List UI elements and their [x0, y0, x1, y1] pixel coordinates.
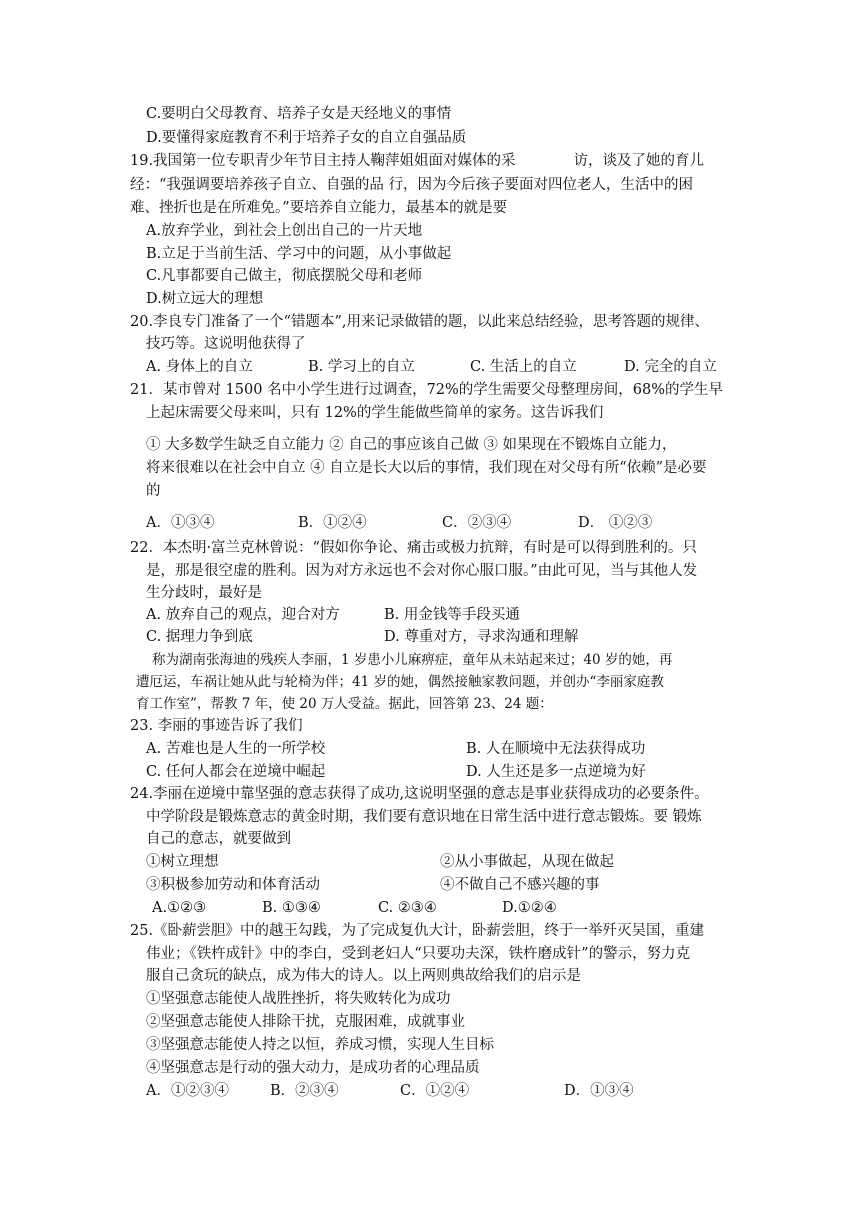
q24-stem-line2: 中学阶段是锻炼意志的黄金时期，我们要有意识地在日常生活中进行意志锻炼。要 锻炼 [146, 809, 702, 825]
q23-option-a[interactable]: A. 苦难也是人生的一所学校 [146, 741, 326, 757]
q25-stem-line3: 服自己贪玩的缺点，成为伟大的诗人。以上两则典故给我们的启示是 [146, 968, 581, 984]
q21-stem-line1: 21．某市曾对 1500 名中小学生进行过调查，72%的学生需要父母整理房间，68%的学生早 [130, 382, 724, 398]
q21-option-b[interactable]: B．①②④ [298, 515, 367, 531]
q19-stem-line1: 19.我国第一位专职青少年节目主持人鞠萍姐姐面对媒体的采 访，谈及了她的育儿 [130, 153, 705, 169]
q22-option-d[interactable]: D. 尊重对方，寻求沟通和理解 [384, 629, 579, 645]
q25-stem-line2: 伟业；《铁杵成针》中的李白，受到老妇人“只要功夫深，铁杵磨成针”的警示，努力克 [146, 946, 691, 962]
q23-option-d[interactable]: D. 人生还是多一点逆境为好 [466, 764, 646, 780]
q19-stem-line2: 经：“我强调要培养孩子自立、自强的品 行，因为今后孩子要面对四位老人，生活中的困 [130, 177, 694, 193]
q21-stem-line2: 上起床需要父母来叫，只有 12%的学生能做些简单的家务。这告诉我们 [146, 405, 604, 421]
q23-option-c[interactable]: C. 任何人都会在逆境中崛起 [146, 764, 326, 780]
q25-option-a[interactable]: A．①②③④ [146, 1083, 229, 1099]
q21-option-c[interactable]: C．②③④ [442, 515, 512, 531]
q25-option-c[interactable]: C．①②④ [400, 1083, 470, 1099]
q22-stem-line2: 是，那是很空虚的胜利。因为对方永远也不会对你心服口服。”由此可见，当与其他人发 [146, 563, 698, 579]
q18-option-d[interactable]: D.要懂得家庭教育不利于培养子女的自立自强品质 [146, 130, 467, 146]
q22-stem-line1: 22．本杰明·富兰克林曾说：“假如你争论、痛击或极力抗辩，有时是可以得到胜利的。只 [130, 540, 697, 556]
q21-item-line1: ① 大多数学生缺乏自立能力 ② 自己的事应该自己做 ③ 如果现在不锻炼自立能力， [146, 437, 677, 453]
q25-option-b[interactable]: B．②③④ [270, 1083, 339, 1099]
q24-option-a[interactable]: A.①②③ [152, 900, 207, 916]
q22-stem-line3: 生分歧时，最好是 [146, 585, 262, 601]
q20-stem-line1: 20.李良专门准备了一个“错题本”,用来记录做错的题，以此来总结经验，思考答题的规律、 [130, 314, 709, 330]
q20-stem-line2: 技巧等。这说明他获得了 [146, 336, 306, 352]
q21-item-line2: 将来很难以在社会中自立 ④ 自立是长大以后的事情，我们现在对父母有所“依赖”是必要 [146, 460, 707, 476]
q24-option-c[interactable]: C. ②③④ [378, 900, 437, 916]
q24-item-2: ②从小事做起，从现在做起 [440, 854, 614, 870]
q24-option-d[interactable]: D.①②④ [502, 900, 557, 916]
q19-option-c[interactable]: C.凡事都要自己做主，彻底摆脱父母和老师 [146, 268, 423, 284]
q20-option-d[interactable]: D. 完全的自立 [624, 359, 717, 375]
q24-stem-line1: 24.李丽在逆境中靠坚强的意志获得了成功,这说明坚强的意志是事业获得成功的必要条件。 [130, 786, 709, 802]
q24-item-3: ③积极参加劳动和体育活动 [146, 877, 320, 893]
q19-option-d[interactable]: D.树立远大的理想 [146, 291, 264, 307]
q19-option-b[interactable]: B.立足于当前生活、学习中的问题，从小事做起 [146, 246, 452, 262]
q22-option-a[interactable]: A. 放弃自己的观点，迎合对方 [146, 607, 340, 623]
q25-option-d[interactable]: D．①③④ [564, 1083, 634, 1099]
q20-option-b[interactable]: B. 学习上的自立 [308, 359, 415, 375]
q25-item-2: ②坚强意志能使人排除干扰，克服困难，成就事业 [146, 1014, 465, 1030]
q23-option-b[interactable]: B. 人在顺境中无法获得成功 [466, 741, 646, 757]
q23-stem: 23. 李丽的事迹告诉了我们 [130, 718, 303, 734]
q22-option-b[interactable]: B. 用金钱等手段买通 [384, 607, 520, 623]
q21-option-a[interactable]: A．①③④ [146, 515, 215, 531]
q25-item-4: ④坚强意志是行动的强大动力，是成功者的心理品质 [146, 1060, 480, 1076]
q25-stem-line1: 25.《卧薪尝胆》中的越王勾践，为了完成复仇大计，卧薪尝胆，终于一举歼灭吴国，重建 [130, 923, 705, 939]
q24-stem-line3: 自己的意志，就要做到 [146, 831, 291, 847]
q19-option-a[interactable]: A.放弃学业，到社会上创出自己的一片天地 [146, 223, 423, 239]
q20-option-a[interactable]: A. 身体上的自立 [146, 359, 253, 375]
q20-option-c[interactable]: C. 生活上的自立 [470, 359, 577, 375]
q22-option-c[interactable]: C. 据理力争到底 [146, 629, 253, 645]
q19-stem-line3: 难、挫折也是在所难免。”要培养自立能力，最基本的就是要 [130, 200, 508, 216]
material-line3: 育工作室”，帮教 7 年，使 20 万人受益。据此，回答第 23、24 题： [136, 696, 553, 712]
material-line2: 遭厄运，车祸让她从此与轮椅为伴；41 岁的她，偶然接触家教问题，并创办“李丽家庭教 [136, 674, 664, 690]
q18-option-c[interactable]: C.要明白父母教育、培养子女是天经地义的事情 [146, 106, 452, 122]
material-line1: 称为湖南张海迪的残疾人李丽，1 岁患小儿麻痹症，童年从未站起来过；40 岁的她，再 [152, 652, 673, 668]
q25-item-3: ③坚强意志能使人持之以恒，养成习惯，实现人生目标 [146, 1037, 494, 1053]
q21-item-line3: 的 [146, 483, 161, 499]
q24-item-4: ④不做自己不感兴趣的事 [440, 877, 600, 893]
q25-item-1: ①坚强意志能使人战胜挫折，将失败转化为成功 [146, 991, 451, 1007]
q24-option-b[interactable]: B. ①③④ [262, 900, 321, 916]
q21-option-d[interactable]: D． ①②③ [578, 515, 653, 531]
q24-item-1: ①树立理想 [146, 854, 219, 870]
